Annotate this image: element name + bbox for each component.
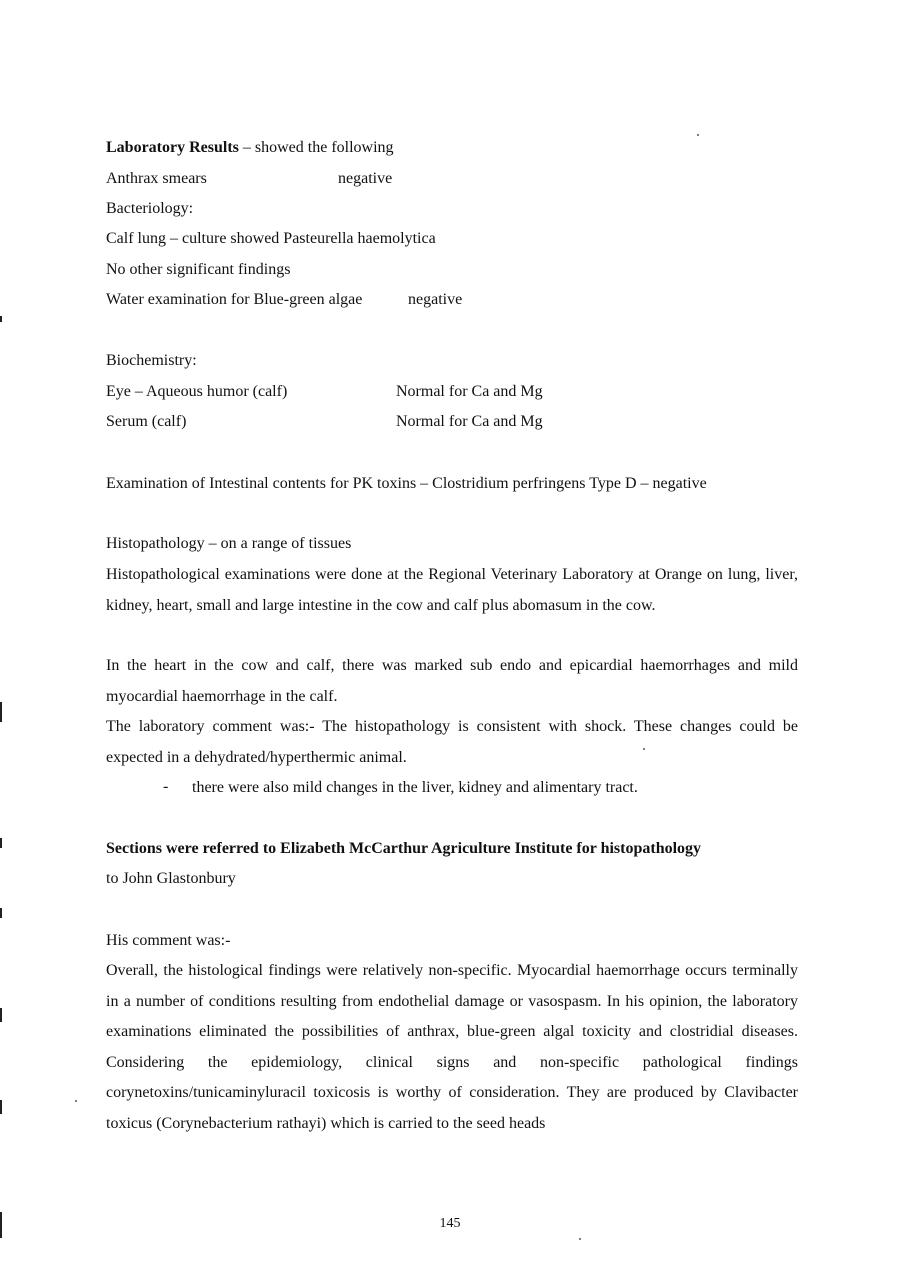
referral-to-line: to John Glastonbury <box>106 870 236 887</box>
calf-lung-result: Calf lung – culture showed Pasteurella haemolytica <box>106 230 436 247</box>
scan-artifact <box>0 316 2 322</box>
scan-artifact <box>0 702 2 722</box>
scan-artifact <box>0 838 2 848</box>
heart-paragraph: In the heart in the cow and calf, there was marked sub endo and epicardial haemorrhages and mild myocardial haemorrhage in the calf. <box>106 657 798 705</box>
no-other-findings: No other significant findings <box>106 261 291 278</box>
bacteriology-label: Bacteriology: <box>106 200 194 217</box>
bullet-text: there were also mild changes in the liver, kidney and alimentary tract. <box>192 779 638 796</box>
scan-artifact <box>0 1100 2 1114</box>
biochem-row-value: Normal for Ca and Mg <box>396 413 543 430</box>
comment-paragraph: Overall, the histological findings were relatively non-specific. Myocardial haemorrhage occurs terminally in a number of conditions resulting from endothelial damage or vasospasm. In his opinion, the laboratory examinations eliminated the possibilities of anthrax, blue-green algal toxicity and clostridial diseases. Considering the epidemiology, clinical signs and non-specific pathological findings corynetoxins/tunicaminyluracil toxicosis is worthy of consideration. They are produced by Clavibacter toxicus (Corynebacterium rathayi) which is carried to the seed heads <box>106 962 798 1132</box>
biochem-row-value: Normal for Ca and Mg <box>396 383 543 400</box>
scan-speck <box>75 1100 77 1102</box>
page-number: 145 <box>439 1216 461 1231</box>
scan-artifact <box>0 1008 2 1022</box>
scan-speck <box>579 1238 581 1240</box>
lab-comment-paragraph: The laboratory comment was:- The histopathology is consistent with shock. These changes could be expected in a dehydrated/hyperthermic animal. <box>106 718 798 766</box>
scan-speck <box>643 748 645 750</box>
lab-results-heading-bold: Laboratory Results <box>106 139 239 156</box>
scan-artifact <box>0 908 2 918</box>
histopathology-heading: Histopathology – on a range of tissues <box>106 535 352 552</box>
histopathology-paragraph: Histopathological examinations were done at the Regional Veterinary Laboratory at Orange on lung, liver, kidney, heart, small and large intestine in the cow and calf plus abomasum in the cow. <box>106 566 798 614</box>
biochem-row-label: Eye – Aqueous humor (calf) <box>106 383 288 400</box>
water-exam-label: Water examination for Blue-green algae <box>106 291 363 308</box>
scan-speck <box>697 134 699 136</box>
comment-label: His comment was:- <box>106 932 231 949</box>
lab-results-heading <box>106 138 394 158</box>
biochemistry-label: Biochemistry: <box>106 352 197 369</box>
biochem-row-label: Serum (calf) <box>106 413 187 430</box>
intestinal-exam: Examination of Intestinal contents for PK toxins – Clostridium perfringens Type D – negative <box>106 475 707 492</box>
lab-results-heading-rest: – showed the following <box>238 139 394 156</box>
bullet-dash: - <box>163 778 169 795</box>
water-exam-value: negative <box>408 291 463 308</box>
anthrax-value: negative <box>338 170 393 187</box>
scan-artifact <box>0 1212 2 1238</box>
anthrax-label: Anthrax smears <box>106 170 207 187</box>
referral-heading: Sections were referred to Elizabeth McCarthur Agriculture Institute for histopathology <box>106 840 702 857</box>
